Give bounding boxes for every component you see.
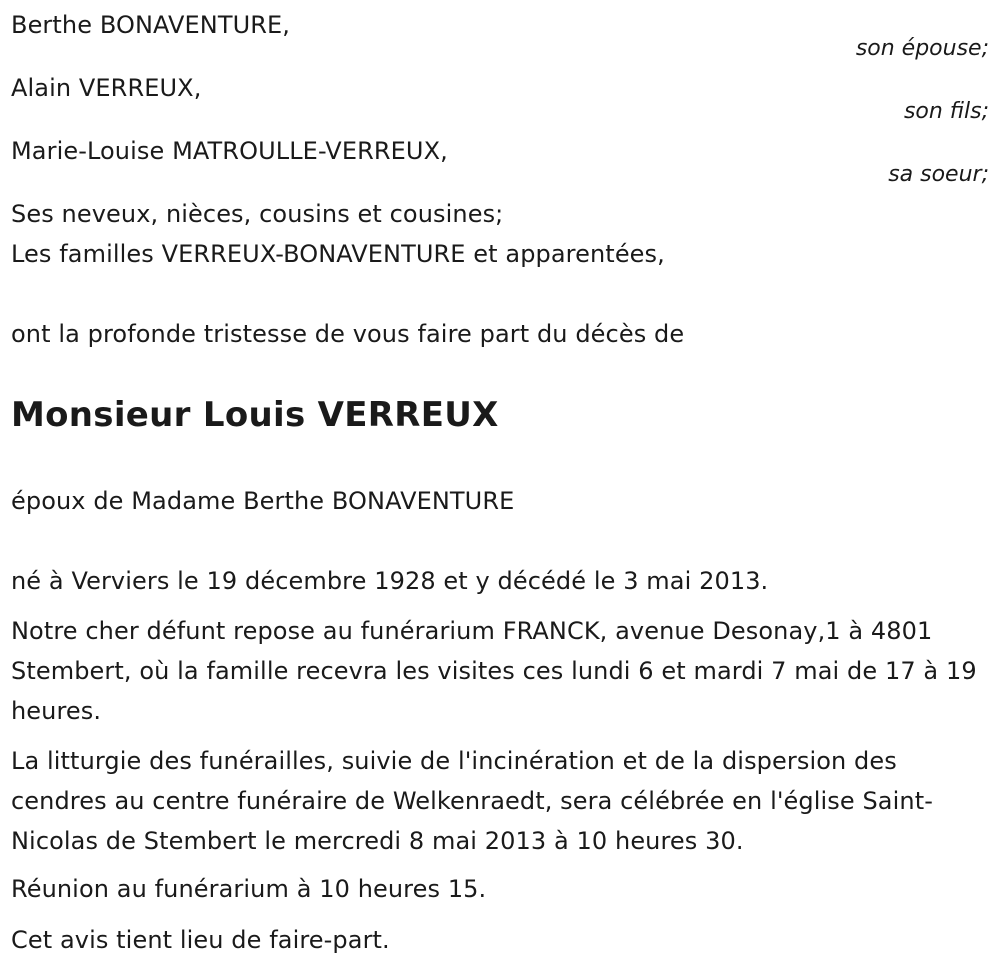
family-member-role: son fils;	[903, 99, 989, 124]
visitation-paragraph: Notre cher défunt repose au funérarium FRANCK, avenue Desonay,1 à 4801 Stembert, où la famille recevra les visites ces lundi 6 et mardi 7 mai de 17 à 19 heures.	[11, 617, 977, 725]
liturgy-paragraph: La litturgie des funérailles, suivie de l'incinération et de la dispersion des cendres au centre funéraire de Welkenraedt, sera célébrée en l'église Saint-Nicolas de Stembert le mercredi 8 mai 2013 à 10 heures 30.	[11, 747, 933, 855]
announcement-text: ont la profonde tristesse de vous faire part du décès de	[11, 320, 685, 348]
extended-family-line: Ses neveux, nièces, cousins et cousines;	[11, 200, 504, 228]
extended-family-line: Les familles VERREUX-BONAVENTURE et apparentées,	[11, 240, 665, 268]
birth-death-line: né à Verviers le 19 décembre 1928 et y décédé le 3 mai 2013.	[11, 567, 769, 595]
family-member-name: Alain VERREUX,	[11, 74, 202, 102]
notice-line: Cet avis tient lieu de faire-part.	[11, 926, 390, 954]
family-member-role: son épouse;	[855, 36, 989, 61]
family-member-role: sa soeur;	[888, 162, 989, 187]
meeting-line: Réunion au funérarium à 10 heures 15.	[11, 875, 487, 903]
obituary-notice	[11, 0, 989, 975]
deceased-name: Monsieur Louis VERREUX	[11, 395, 499, 435]
family-member-name: Marie-Louise MATROULLE-VERREUX,	[11, 137, 448, 165]
spouse-line: époux de Madame Berthe BONAVENTURE	[11, 487, 515, 515]
family-member-name: Berthe BONAVENTURE,	[11, 11, 291, 39]
